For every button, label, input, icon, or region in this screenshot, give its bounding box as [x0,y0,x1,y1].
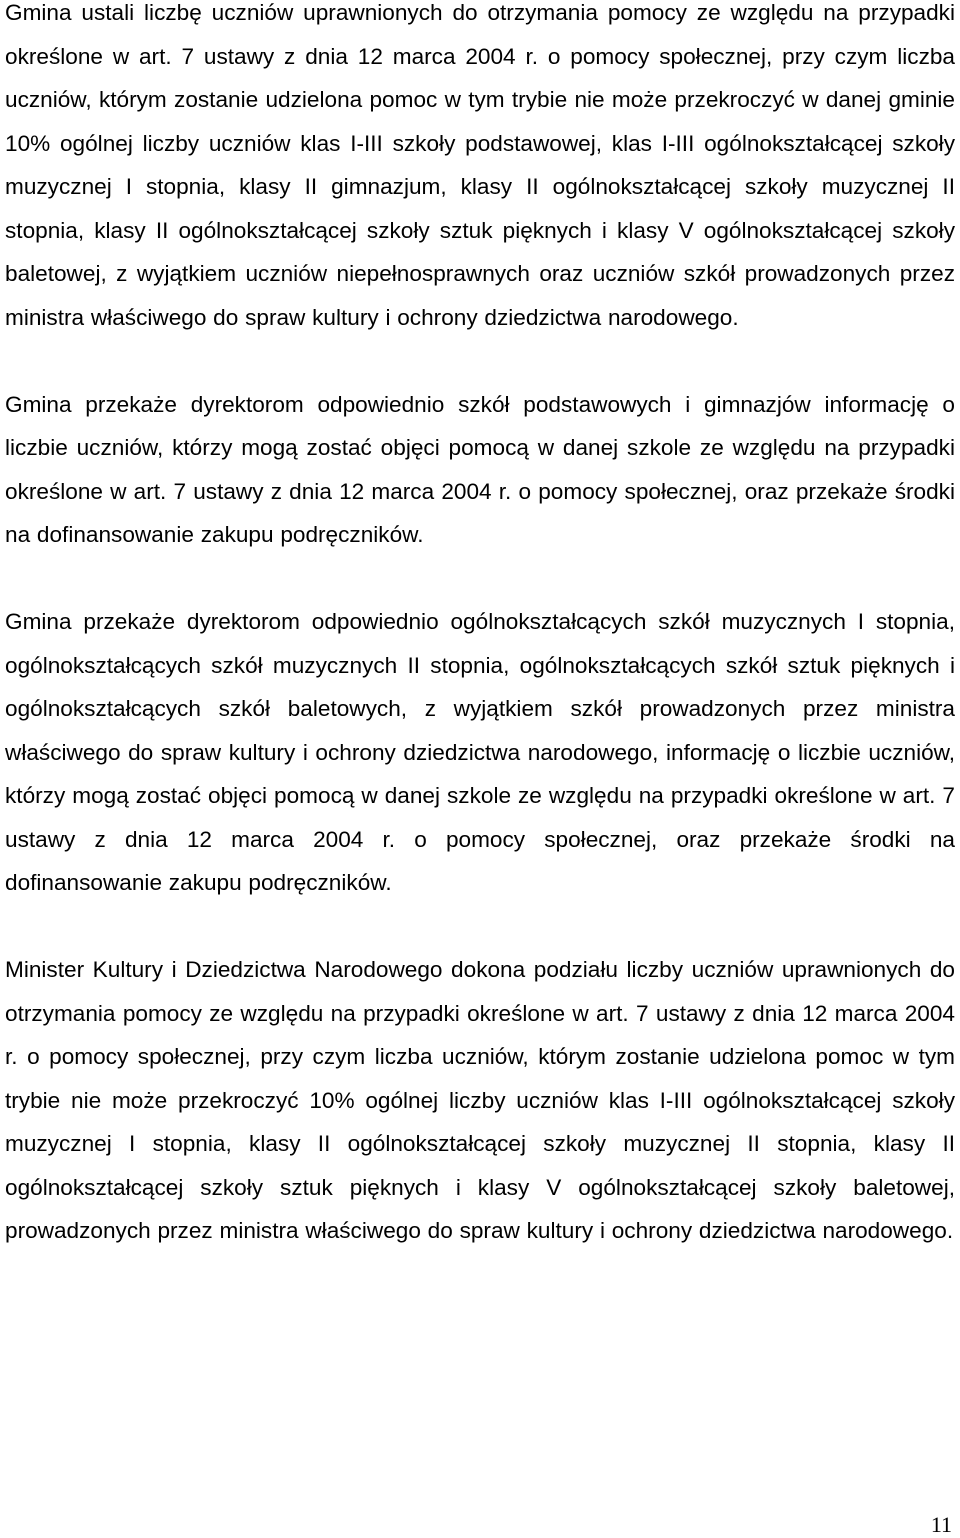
paragraph-2: Gmina przekaże dyrektorom odpowiednio szkół podstawowych i gimnazjów informację o liczbie uczniów, którzy mogą zostać objęci pomocą w danej szkole ze względu na przypadki określone w art. 7 ustawy z dnia 12 marca 2004 r. o pomocy społecznej, oraz przekaże środki na dofinansowanie zakupu podręczników. [5,391,955,547]
paragraph-4: Minister Kultury i Dziedzictwa Narodowego dokona podziału liczby uczniów uprawnionych do otrzymania pomocy ze względu na przypadki określone w art. 7 ustawy z dnia 12 marca 2004 r. o pomocy społecznej, przy czym liczba uczniów, którym zostanie udzielona pomoc w tym trybie nie może przekroczyć 10% ogólnej liczby uczniów klas I-III ogólnokształcącej szkoły muzycznej I stopnia, klasy II ogólnokształcącej szkoły muzycznej II stopnia, klasy II ogólnokształcącej szkoły sztuk pięknych i klasy V ogólnokształcącej szkoły baletowej, prowadzonych przez ministra właściwego do spraw kultury i ochrony dziedzictwa narodowego. [5,957,955,1243]
document-body [5,0,955,1296]
paragraph-3: Gmina przekaże dyrektorom odpowiednio ogólnokształcących szkół muzycznych I stopnia, ogólnokształcących szkół muzycznych II stopnia, ogólnokształcących szkół sztuk pięknych i ogólnokształcących szkół baletowych, z wyjątkiem szkół prowadzonych przez ministra właściwego do spraw kultury i ochrony dziedzictwa narodowego, informację o liczbie uczniów, którzy mogą zostać objęci pomocą w danej szkole ze względu na przypadki określone w art. 7 ustawy z dnia 12 marca 2004 r. o pomocy społecznej, oraz przekaże środki na dofinansowanie zakupu podręczników. [5,609,955,895]
paragraph-1: Gmina ustali liczbę uczniów uprawnionych do otrzymania pomocy ze względu na przypadki określone w art. 7 ustawy z dnia 12 marca 2004 r. o pomocy społecznej, przy czym liczba uczniów, którym zostanie udzielona pomoc w tym trybie nie może przekroczyć w danej gminie 10% ogólnej liczby uczniów klas I-III szkoły podstawowej, klas I-III ogólnokształcącej szkoły muzycznej I stopnia, klasy II gimnazjum, klasy II ogólnokształcącej szkoły muzycznej II stopnia, klasy II ogólnokształcącej szkoły sztuk pięknych i klasy V ogólnokształcącej szkoły baletowej, z wyjątkiem uczniów niepełnosprawnych oraz uczniów szkół prowadzonych przez ministra właściwego do spraw kultury i ochrony dziedzictwa narodowego. [5,0,955,330]
page-number: 11 [930,1512,952,1537]
